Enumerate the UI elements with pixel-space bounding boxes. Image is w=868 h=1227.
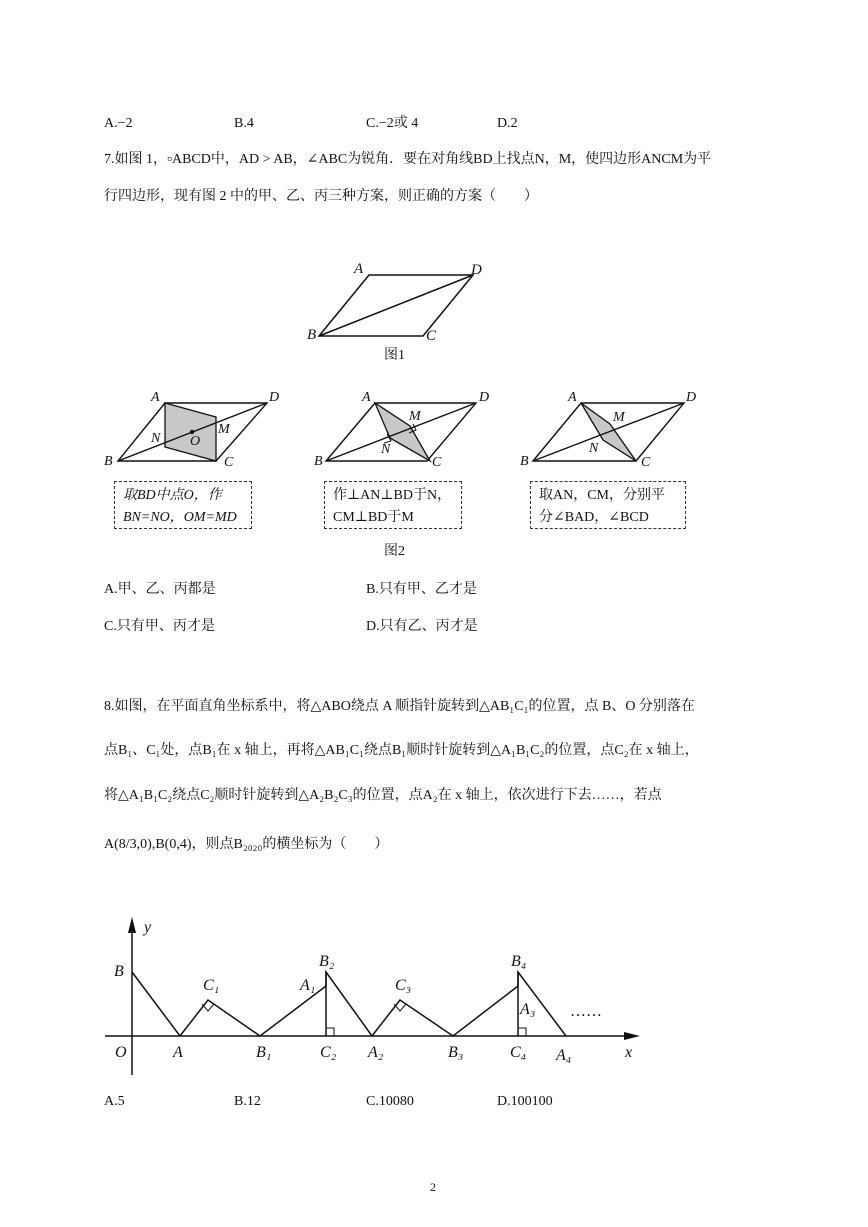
yi-label-b: B (314, 454, 323, 469)
bing-label-d: D (686, 390, 697, 405)
figure-1 (319, 275, 473, 336)
q8-option-c: C.10080 (366, 1094, 414, 1109)
jia-label-a: A (151, 390, 160, 405)
q6-option-c: C.−2或 4 (366, 116, 419, 131)
graph-label-b2: B₂ (319, 953, 335, 970)
jia-label-d: D (269, 390, 280, 405)
jia-label-n: N (151, 431, 161, 446)
graph-label-c1: C₁ (203, 977, 220, 994)
yi-label-n: N (381, 442, 391, 457)
q7-option-a: A.甲、乙、丙都是 (104, 582, 216, 597)
graph-label-b3: B₃ (448, 1044, 464, 1061)
fig1-label-c: C (426, 328, 437, 344)
yi-label-d: D (479, 390, 490, 405)
q8-stem-line1: 8.如图，在平面直角坐标系中，将△ABO绕点 A 顺指针旋转到△AB₁C₁的位置，点 B、O 分别落在 (104, 699, 695, 714)
q7-option-c: C.只有甲、丙才是 (104, 619, 215, 634)
graph-label-c3: C₃ (395, 977, 412, 994)
q7-stem-line1: 7.如图 1，▫ABCD中，AD > AB，∠ABC为锐角．要在对角线BD上找点N，M，使四边形ANCM为平 (104, 152, 712, 167)
q8-option-d: D.100100 (497, 1094, 553, 1109)
scheme-jia-line2: BN=NO，OM=MD (123, 510, 237, 525)
yi-label-m: M (409, 409, 421, 424)
q8-option-a: A.5 (104, 1094, 125, 1109)
q8-stem-line2: 点B₁、C₁处，点B₁在 x 轴上，再将△AB₁C₁绕点B₁顺时针旋转到△A₁B₁C₂的位置，点C₂在 x 轴上， (104, 743, 699, 758)
q6-option-a: A.−2 (104, 116, 133, 131)
q7-option-d: D.只有乙、丙才是 (366, 619, 478, 634)
jia-label-m: M (218, 422, 230, 437)
graph-label-x: x (625, 1044, 633, 1061)
graph-label-a3: A₃ (520, 1001, 536, 1018)
q8-option-b: B.12 (234, 1094, 261, 1109)
q7-option-b: B.只有甲、乙才是 (366, 582, 477, 597)
graph-label-c2: C₂ (320, 1044, 337, 1061)
fig1-label-b: B (307, 327, 317, 343)
bing-label-a: A (568, 390, 577, 405)
q6-option-b: B.4 (234, 116, 254, 131)
bing-label-c: C (641, 455, 651, 470)
graph-label-b1: B₁ (256, 1044, 272, 1061)
bing-label-m: M (613, 410, 625, 425)
fig1-label-a: A (354, 261, 364, 277)
page-number: 2 (430, 1180, 436, 1194)
jia-label-b: B (104, 454, 113, 469)
scheme-yi-box (324, 481, 462, 529)
scheme-bing-line2: 分∠BAD，∠BCD (539, 510, 649, 525)
graph-label-a4: A₄ (556, 1047, 572, 1064)
scheme-yi-line1: 作⊥AN⊥BD于N， (333, 488, 452, 503)
figure-2-bing (533, 403, 684, 461)
scheme-jia-box (114, 481, 252, 529)
graph-label-a1: A₁ (300, 977, 316, 994)
fig1-label-d: D (471, 262, 482, 278)
jia-label-c: C (224, 455, 234, 470)
bing-label-n: N (589, 441, 599, 456)
q8-stem-line4: A(8/3,0),B(0,4)，则点B₂₀₂₀的横坐标为（ ） (104, 837, 389, 852)
graph-label-a2: A₂ (368, 1044, 384, 1061)
graph-label-b4: B₄ (511, 953, 527, 970)
figure-2-yi (326, 403, 476, 461)
scheme-bing-line1: 取AN，CM，分别平 (539, 488, 666, 503)
bing-label-b: B (520, 454, 529, 469)
graph-label-y: y (144, 919, 152, 936)
scheme-jia-line1: 取BD中点O，作 (123, 488, 222, 503)
graph-label-c4: C₄ (510, 1044, 527, 1061)
yi-label-c: C (432, 455, 442, 470)
yi-label-a: A (362, 390, 371, 405)
graph-label-b: B (114, 963, 124, 980)
graph-label-o: O (115, 1044, 127, 1061)
figure-2-jia (118, 403, 267, 461)
graph-ellipsis: …… (570, 1003, 602, 1020)
q8-stem-line3: 将△A₁B₁C₂绕点C₂顺时针旋转到△A₂B₂C₃的位置，点A₂在 x 轴上，依次进行下去……，若点 (104, 788, 662, 803)
fig1-caption: 图1 (384, 348, 405, 363)
fig2-caption: 图2 (384, 544, 405, 559)
graph-label-a: A (173, 1044, 183, 1061)
q6-option-d: D.2 (497, 116, 518, 131)
scheme-yi-line2: CM⊥BD于M (333, 510, 414, 525)
jia-label-o: O (190, 434, 201, 449)
scheme-bing-box (530, 481, 686, 529)
q7-stem-line2: 行四边形，现有图 2 中的甲、乙、丙三种方案，则正确的方案（ ） (104, 189, 538, 204)
